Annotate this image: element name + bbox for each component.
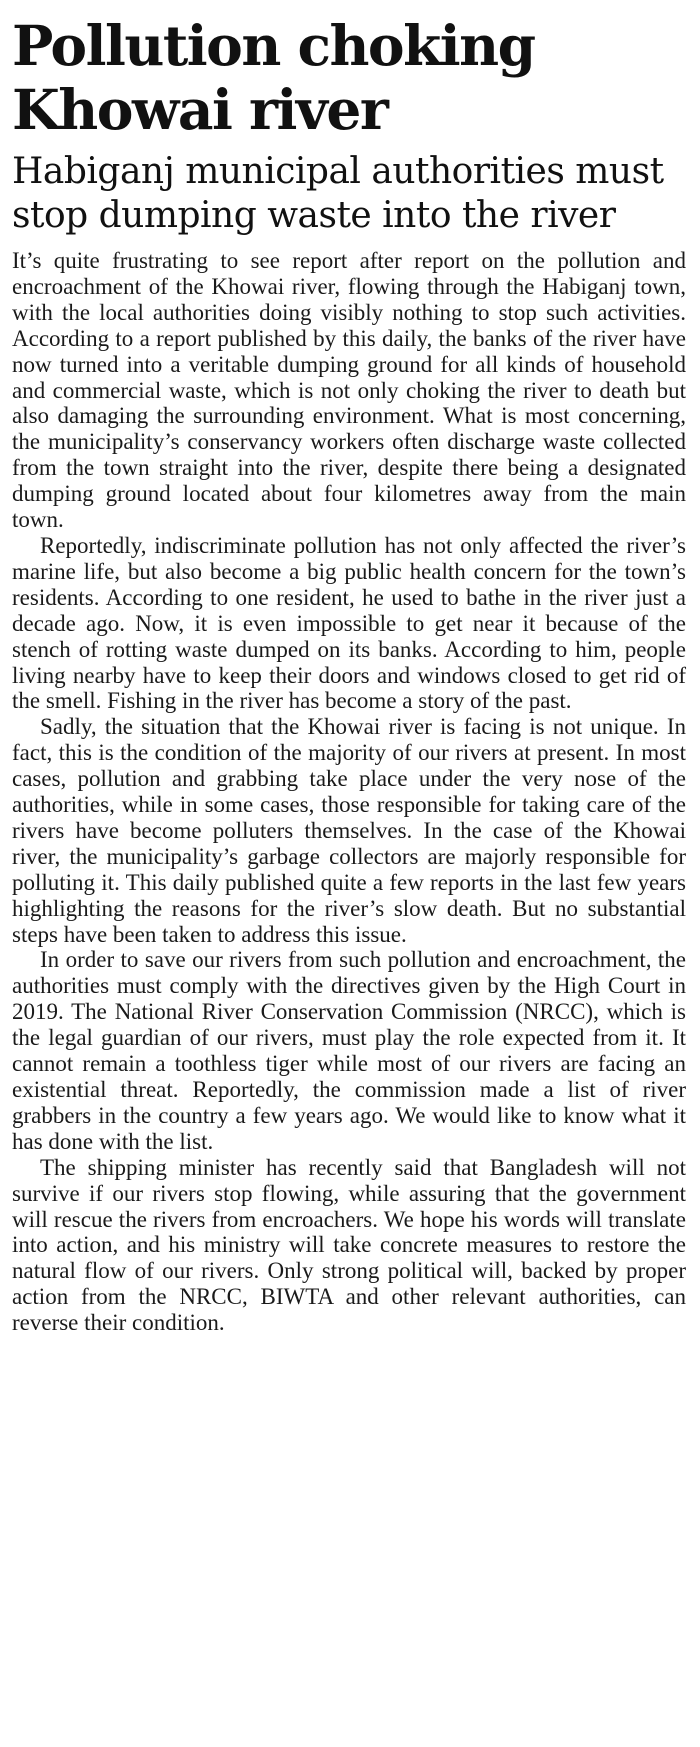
headline: Pollution choking Khowai river bbox=[12, 13, 535, 142]
article-body bbox=[12, 248, 686, 1336]
paragraph-3: Sadly, the situation that the Khowai river is facing is not unique. In fact, this is the condition of the majority of our rivers at present. In most cases, pollution and grabbing take place under the very nose of the authorities, while in some cases, those responsible for taking care of the rivers have become polluters themselves. In the case of the Khowai river, the municipality’s garbage collectors are majorly responsible for polluting it. This daily published quite a few reports in the last few years highlighting the reasons for the river’s slow death. But no substantial steps have been taken to address this issue. bbox=[12, 714, 686, 947]
paragraph-5: The shipping minister has recently said that Bangladesh will not survive if our rivers stop flowing, while assuring that the government will rescue the rivers from encroachers. We hope his words will translate into action, and his ministry will take concrete measures to restore the natural flow of our rivers. Only strong political will, backed by proper action from the NRCC, BIWTA and other relevant authorities, can reverse their condition. bbox=[12, 1154, 686, 1336]
paragraph-4: In order to save our rivers from such pollution and encroachment, the authorities must comply with the directives given by the High Court in 2019. The National River Conservation Commission (NRCC), which is the legal guardian of our rivers, must play the role expected from it. It cannot remain a toothless tiger while most of our rivers are facing an existential threat. Reportedly, the commission made a list of river grabbers in the country a few years ago. We would like to know what it has done with the list. bbox=[12, 947, 686, 1154]
paragraph-1: It’s quite frustrating to see report after report on the pollution and encroachment of the Khowai river, flowing through the Habiganj town, with the local authorities doing visibly nothing to stop such activities. According to a report published by this daily, the banks of the river have now turned into a veritable dumping ground for all kinds of household and commercial waste, which is not only choking the river to death but also damaging the surrounding environment. What is most concerning, the municipality’s conservancy workers often discharge waste collected from the town straight into the river, despite there being a designated dumping ground located about four kilometres away from the main town. bbox=[12, 248, 686, 533]
paragraph-2: Reportedly, indiscriminate pollution has not only affected the river’s marine life, but also become a big public health concern for the town’s residents. According to one resident, he used to bathe in the river just a decade ago. Now, it is even impossible to get near it because of the stench of rotting waste dumped on its banks. According to him, people living nearby have to keep their doors and windows closed to get rid of the smell. Fishing in the river has become a story of the past. bbox=[12, 532, 686, 714]
subheadline: Habiganj municipal authorities must stop dumping waste into the river bbox=[12, 151, 664, 236]
